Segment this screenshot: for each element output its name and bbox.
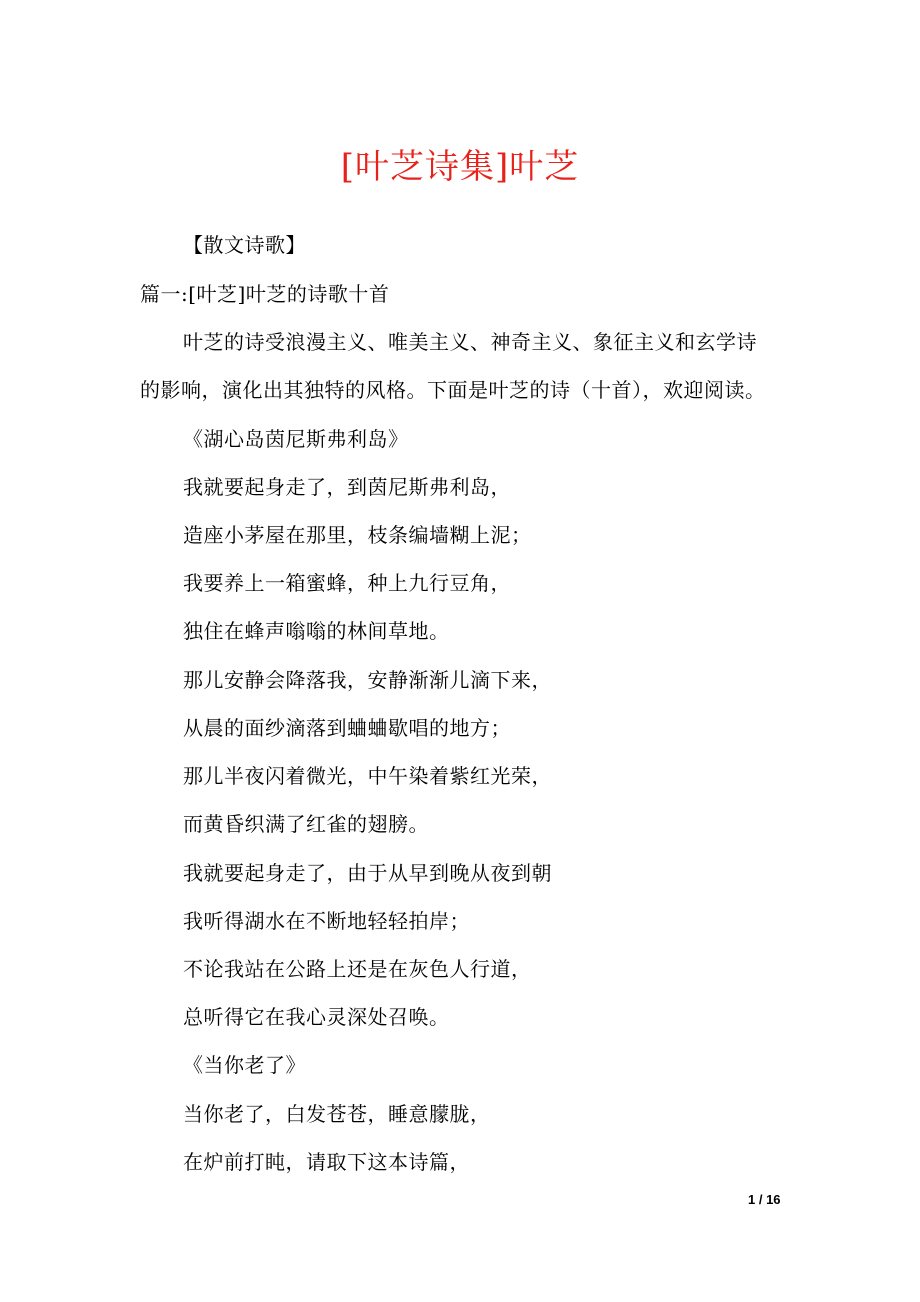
poem-line: 我要养上一箱蜜蜂，种上九行豆角， — [183, 571, 511, 595]
poem-line: 那儿半夜闪着微光，中午染着紫红光荣， — [183, 764, 552, 788]
poem-title: 《当你老了》 — [183, 1053, 306, 1077]
poem-line: 我听得湖水在不断地轻轻拍岸； — [183, 909, 470, 933]
intro-paragraph-line: 的影响，演化出其独特的风格。下面是叶芝的诗（十首），欢迎阅读。 — [140, 378, 766, 402]
poem-line: 而黄昏织满了红雀的翅膀。 — [183, 812, 429, 836]
poem-line: 当你老了，白发苍苍，睡意朦胧， — [183, 1102, 491, 1126]
poem-line: 总听得它在我心灵深处召唤。 — [183, 1005, 450, 1029]
document-title: [叶芝诗集]叶芝 — [340, 147, 580, 187]
poem-line: 我就要起身走了，由于从早到晚从夜到朝 — [183, 861, 552, 885]
intro-paragraph-line: 叶芝的诗受浪漫主义、唯美主义、神奇主义、象征主义和玄学诗 — [183, 330, 757, 354]
poem-title: 《湖心岛茵尼斯弗利岛》 — [183, 427, 409, 451]
article-heading: 篇一:[叶芝]叶芝的诗歌十首 — [140, 282, 390, 306]
poem-line: 不论我站在公路上还是在灰色人行道， — [183, 957, 532, 981]
poem-line: 造座小茅屋在那里，枝条编墙糊上泥； — [183, 523, 532, 547]
poem-line: 我就要起身走了，到茵尼斯弗利岛， — [183, 475, 511, 499]
page-number: 1 / 16 — [748, 1192, 781, 1207]
section-label: 【散文诗歌】 — [183, 233, 306, 257]
poem-line: 从晨的面纱滴落到蛐蛐歇唱的地方； — [183, 716, 511, 740]
poem-line: 那儿安静会降落我，安静渐渐儿滴下来， — [183, 668, 552, 692]
poem-line: 在炉前打盹，请取下这本诗篇， — [183, 1150, 470, 1174]
poem-line: 独住在蜂声嗡嗡的林间草地。 — [183, 619, 450, 643]
